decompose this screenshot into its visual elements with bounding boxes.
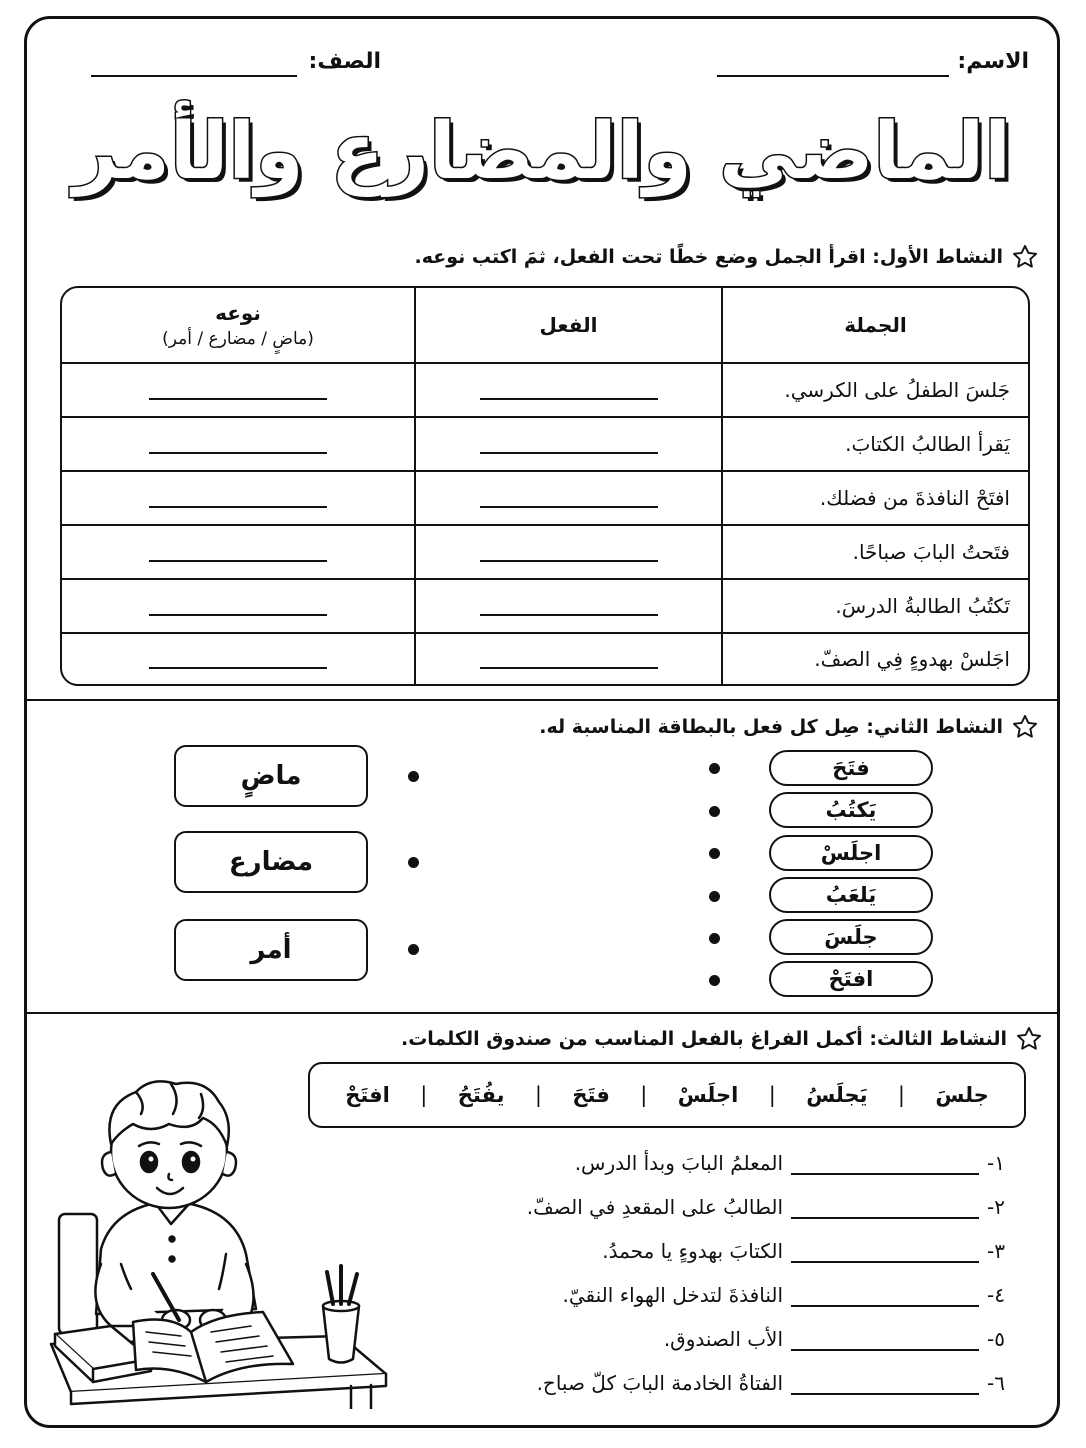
table-row — [62, 634, 1028, 684]
verb-pill[interactable]: اجلَسْ — [769, 835, 933, 871]
verb-cell — [414, 634, 721, 684]
fill-sentence — [602, 1239, 1005, 1263]
fill-sentence — [537, 1371, 1005, 1395]
verb-cell — [414, 526, 721, 580]
sentence-cell: اجَلسْ بهدوءٍ فِي الصفّ. — [721, 634, 1028, 684]
table-row — [62, 472, 1028, 526]
fill-sentence — [527, 1195, 1005, 1219]
category-card-imperative[interactable]: أمر — [174, 919, 368, 981]
sentence-number: ٣- — [987, 1239, 1005, 1263]
card-connect-dot[interactable] — [408, 944, 419, 955]
star-icon — [1011, 243, 1039, 271]
type-cell — [62, 634, 414, 684]
verb-connect-dot[interactable] — [709, 975, 720, 986]
word-box-separator: | — [897, 1083, 905, 1107]
card-connect-dot[interactable] — [408, 771, 419, 782]
col-header-type-hint: (ماضٍ / مضارع / أمر) — [162, 329, 314, 349]
word-box-separator: | — [420, 1083, 428, 1107]
worksheet-page — [24, 16, 1060, 1428]
sentence-cell: فتَحتُ البابَ صباحًا. — [721, 526, 1028, 580]
col-header-verb: الفعل — [414, 288, 721, 364]
sentence-text: الفتاةُ الخادمة البابَ كلّ صباح. — [536, 1371, 784, 1395]
star-icon — [1011, 713, 1039, 741]
table-row — [62, 580, 1028, 634]
verb-connect-dot[interactable] — [709, 933, 720, 944]
fill-sentence — [563, 1283, 1006, 1307]
sentence-cell: افتَحْ النافذةَ من فضلك. — [721, 472, 1028, 526]
activity3-instruction: النشاط الثالث: أكمل الفراغ بالفعل المناسب من صندوق الكلمات. — [401, 1025, 1043, 1053]
word-box-item[interactable]: جلسَ — [935, 1083, 989, 1107]
word-box — [308, 1062, 1026, 1128]
verb-connect-dot[interactable] — [709, 763, 720, 774]
sentence-number: ٤- — [987, 1283, 1005, 1307]
sentence-text: الأب الصندوق. — [663, 1327, 784, 1351]
verb-pill[interactable]: افتَحْ — [769, 961, 933, 997]
name-field-line[interactable] — [717, 75, 949, 77]
category-card-present[interactable]: مضارع — [174, 831, 368, 893]
verb-connect-dot[interactable] — [709, 891, 720, 902]
fill-blank[interactable] — [791, 1203, 979, 1219]
boy-writing-at-desk-illustration — [41, 1074, 391, 1409]
card-connect-dot[interactable] — [408, 857, 419, 868]
word-box-item[interactable]: افتَحْ — [345, 1083, 390, 1107]
section-divider — [27, 699, 1057, 701]
col-header-sentence: الجملة — [721, 288, 1028, 364]
sentence-text: الكتابَ بهدوءٍ يا محمدُ. — [602, 1239, 784, 1263]
type-blank[interactable] — [149, 592, 327, 616]
verb-pill[interactable]: جلَسَ — [769, 919, 933, 955]
verb-blank[interactable] — [480, 538, 658, 562]
fill-blank[interactable] — [791, 1247, 979, 1263]
word-box-separator: | — [768, 1083, 776, 1107]
class-label: الصف: — [308, 49, 381, 74]
sentence-cell: تَكتُبُ الطالبةُ الدرسَ. — [721, 580, 1028, 634]
star-icon — [1015, 1025, 1043, 1053]
verb-cell — [414, 364, 721, 418]
word-box-separator: | — [534, 1083, 542, 1107]
sentence-text: المعلمُ البابَ وبدأ الدرس. — [574, 1151, 784, 1175]
verb-connect-dot[interactable] — [709, 806, 720, 817]
type-cell — [62, 364, 414, 418]
verb-pill[interactable]: يَلعَبُ — [769, 877, 933, 913]
section-divider — [27, 1012, 1057, 1014]
category-card-past[interactable]: ماضٍ — [174, 745, 368, 807]
verb-cell — [414, 418, 721, 472]
word-box-item[interactable]: فتَحَ — [572, 1083, 610, 1107]
type-blank[interactable] — [149, 645, 327, 669]
word-box-item[interactable]: يَجلَسُ — [806, 1083, 868, 1107]
fill-blank[interactable] — [791, 1335, 979, 1351]
verb-connect-dot[interactable] — [709, 848, 720, 859]
verb-blank[interactable] — [480, 484, 658, 508]
table-row — [62, 418, 1028, 472]
activity2-instruction: النشاط الثاني: صِل كل فعل بالبطاقة المناسبة له. — [539, 713, 1039, 741]
type-blank[interactable] — [149, 376, 327, 400]
type-blank[interactable] — [149, 538, 327, 562]
verb-blank[interactable] — [480, 376, 658, 400]
sentence-number: ٥- — [987, 1327, 1005, 1351]
activity1-instruction: النشاط الأول: اقرأ الجمل وضع خطًا تحت الفعل، ثمَ اكتب نوعه. — [414, 243, 1039, 271]
verb-cell — [414, 472, 721, 526]
sentence-cell: يَقرأ الطالبُ الكتابَ. — [721, 418, 1028, 472]
fill-blank[interactable] — [791, 1379, 979, 1395]
col-header-type — [62, 288, 414, 364]
type-cell — [62, 418, 414, 472]
verb-blank[interactable] — [480, 645, 658, 669]
fill-blank[interactable] — [791, 1291, 979, 1307]
word-box-item[interactable]: يفُتَحُ — [457, 1083, 505, 1107]
type-cell — [62, 526, 414, 580]
sentence-cell: جَلسَ الطفلُ على الكرسي. — [721, 364, 1028, 418]
sentence-text: الطالبُ على المقعدِ في الصفّ. — [526, 1195, 784, 1219]
type-blank[interactable] — [149, 484, 327, 508]
fill-sentence — [664, 1327, 1005, 1351]
name-label: الاسم: — [957, 49, 1029, 74]
word-box-item[interactable]: اجلَسْ — [677, 1083, 739, 1107]
col-header-type-label: نوعه — [215, 301, 261, 325]
verb-cell — [414, 580, 721, 634]
word-box-separator: | — [640, 1083, 648, 1107]
table-row — [62, 526, 1028, 580]
verb-blank[interactable] — [480, 430, 658, 454]
sentence-number: ٦- — [987, 1371, 1005, 1395]
table-row — [62, 364, 1028, 418]
type-cell — [62, 580, 414, 634]
type-cell — [62, 472, 414, 526]
sentence-text: النافذةَ لتدخل الهواء النقيّ. — [562, 1283, 784, 1307]
activity1-table — [60, 286, 1030, 686]
verb-pill[interactable]: يَكتُبُ — [769, 792, 933, 828]
class-field-line[interactable] — [91, 75, 297, 77]
verb-pill[interactable]: فتَحَ — [769, 750, 933, 786]
page-title: الماضي والمضارع والأمر — [73, 107, 1011, 197]
fill-blank[interactable] — [791, 1159, 979, 1175]
fill-sentence — [575, 1151, 1005, 1175]
sentence-number: ١- — [987, 1151, 1005, 1175]
type-blank[interactable] — [149, 430, 327, 454]
sentence-number: ٢- — [987, 1195, 1005, 1219]
verb-blank[interactable] — [480, 592, 658, 616]
